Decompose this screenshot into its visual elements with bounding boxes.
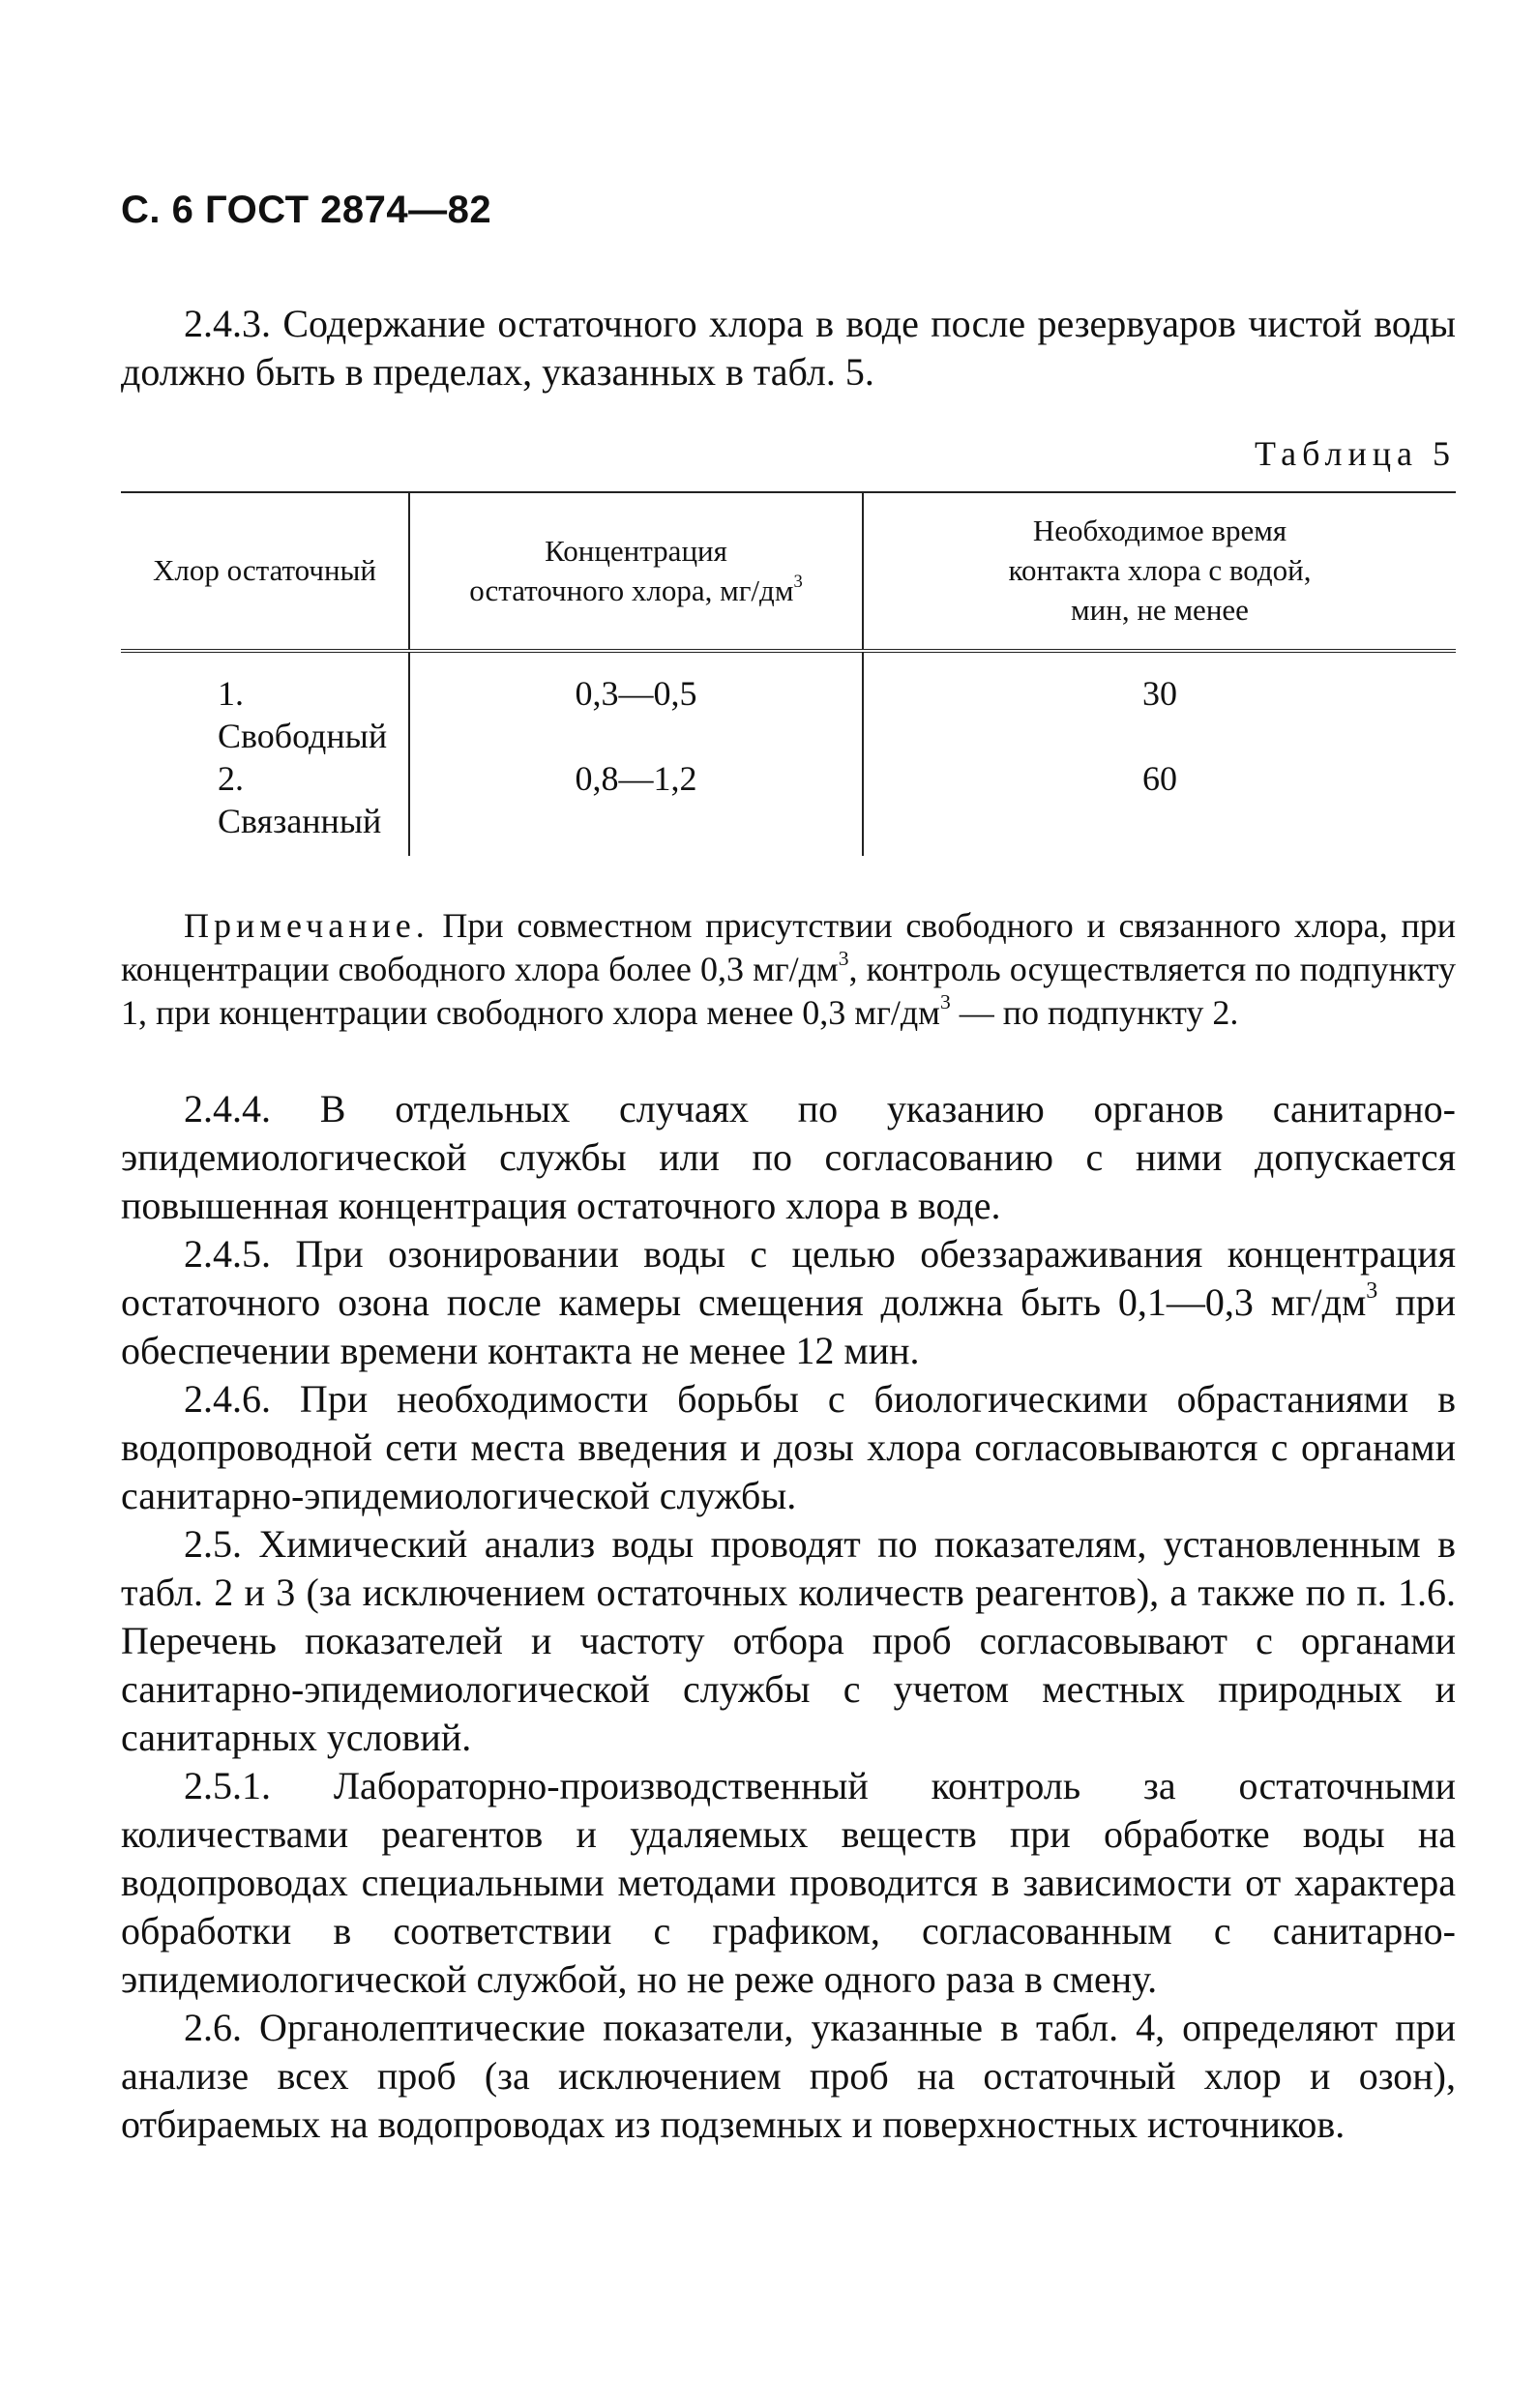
cell-contact-time: 30 [863, 651, 1456, 757]
column-header-contact-time: Необходимое время контакта хлора с водой, мин, не менее [863, 492, 1456, 651]
table-header-row [121, 492, 1456, 651]
page-header: С. 6 ГОСТ 2874—82 [121, 189, 492, 231]
document-page [121, 189, 1456, 2149]
table-row [121, 757, 1456, 856]
residual-chlorine-table [121, 491, 1456, 856]
paragraph-2-6: 2.6. Органолептические показатели, указанные в табл. 4, определяют при анализе всех проб (за исключением проб на остаточный хлор и озон), отбираемых на водопроводах из подземных и поверхностных источников. [121, 2006, 1456, 2146]
note-label: Примечание. [184, 906, 429, 945]
paragraph-2-4-5: 2.4.5. При озонировании воды с целью обеззараживания концентрация остаточного озона после камеры смещения должна быть 0,1—0,3 $мг/дм^3$ при обеспечении времени контакта не менее 12 мин. [121, 1232, 1456, 1372]
paragraph-2-4-6: 2.4.6. При необходимости борьбы с биологическими обрастаниями в водопроводной сети места введения и дозы хлора согласовываются с органами санитарно-эпидемиологической службы. [121, 1377, 1456, 1517]
table-note: Примечание. При совместном присутствии свободного и связанного хлора, при концентрации свободного хлора более 0,3 $мг/дм^3$, контроль осуществляется по подпункту 1, при концентрации свободного хлора менее 0,3 $мг/дм^3$ — по подпункту 2. [121, 906, 1456, 1032]
column-header-chlorine: Хлор остаточный [121, 492, 409, 651]
paragraph-2-4-4: 2.4.4. В отдельных случаях по указанию органов санитарно-эпидемиологической службы или по согласованию с ними допускается повышенная концентрация остаточного хлора в воде. [121, 1087, 1456, 1227]
paragraph-2-4-3: 2.4.3. Содержание остаточного хлора в воде после резервуаров чистой воды должно быть в пределах, указанных в табл. 5. [121, 302, 1456, 394]
cell-chlorine-type: 2. Связанный [218, 759, 382, 840]
paragraph-2-5-1: 2.5.1. Лабораторно-производственный контроль за остаточными количествами реагентов и удаляемых веществ при обработке воды на водопроводах специальными методами проводится в зависимости от характера обработки в соответствии с графиком, согласованным с санитарно-эпидемиологической службой, но не реже одного раза в смену. [121, 1764, 1456, 2001]
column-header-concentration: Концентрация остаточного хлора, $мг/дм^3$ [409, 492, 863, 651]
cell-chlorine-type: 1. Свободный [218, 674, 388, 755]
cell-concentration: 0,3—0,5 [409, 651, 863, 757]
cell-concentration: 0,8—1,2 [409, 757, 863, 856]
paragraph-2-5: 2.5. Химический анализ воды проводят по показателям, установленным в табл. 2 и 3 (за исключением остаточных количеств реагентов), а также по п. 1.6. Перечень показателей и частоту отбора проб согласовывают с органами санитарно-эпидемиологической службы с учетом местных природных и санитарных условий. [121, 1522, 1456, 1759]
table-row [121, 651, 1456, 757]
table-caption: Таблица 5 [1255, 434, 1456, 473]
cell-contact-time: 60 [863, 757, 1456, 856]
